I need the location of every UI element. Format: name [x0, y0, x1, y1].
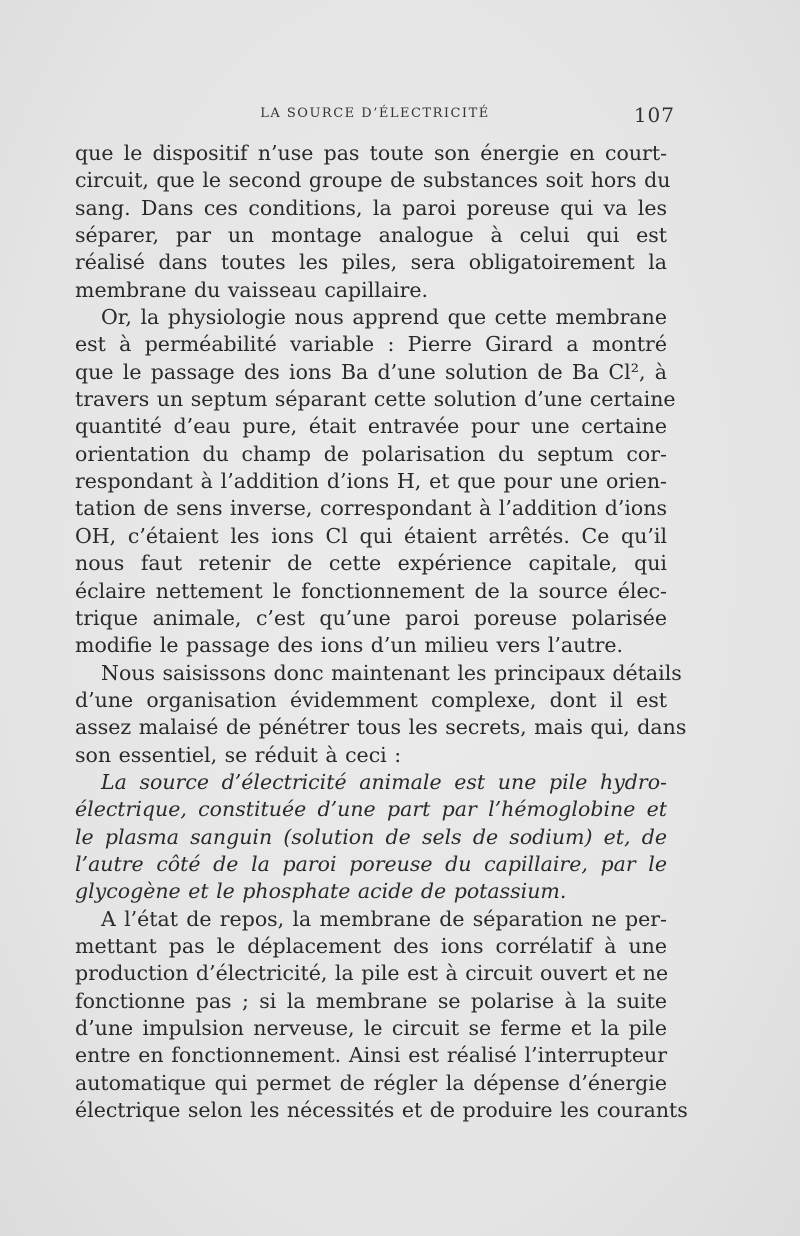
text-line: assez malaisé de pénétrer tous les secrets, mais qui, dans: [75, 715, 687, 740]
text-line: d’une organisation évidemment complexe, dont il est: [75, 687, 667, 712]
text-line: mettant pas le déplacement des ions corrélatif à une: [75, 933, 667, 958]
text-line: son essentiel, se réduit à ceci :: [75, 742, 402, 767]
text-line: entre en fonctionnement. Ainsi est réalisé l’interrupteur: [75, 1043, 667, 1068]
text-line: orientation du champ de polarisation du septum cor-: [75, 441, 667, 466]
text-line: que le passage des ions Ba d’une solution de Ba Cl², à: [75, 359, 667, 384]
text-line: OH, c’étaient les ions Cl qui étaient arrêtés. Ce qu’il: [75, 523, 667, 548]
text-line-italic: glycogène et le phosphate acide de potassium.: [75, 879, 567, 904]
body-text: [75, 140, 688, 1124]
text-line: production d’électricité, la pile est à circuit ouvert et ne: [75, 961, 669, 986]
text-line: réalisé dans toutes les piles, sera obligatoirement la: [75, 250, 667, 275]
text-line: nous faut retenir de cette expérience capitale, qui: [75, 551, 667, 576]
text-line: circuit, que le second groupe de substances soit hors du: [75, 168, 671, 193]
text-line: sang. Dans ces conditions, la paroi poreuse qui va les: [75, 195, 667, 220]
text-line: tation de sens inverse, correspondant à l’addition d’ions: [75, 496, 667, 521]
text-line: électrique selon les nécessités et de produire les courants: [75, 1098, 688, 1123]
text-line: membrane du vaisseau capillaire.: [75, 277, 429, 302]
page-number: 107: [633, 103, 675, 127]
text-line: quantité d’eau pure, était entravée pour une certaine: [75, 414, 667, 439]
text-line-italic: le plasma sanguin (solution de sels de sodium) et, de: [75, 824, 667, 849]
text-line-italic: électrique, constituée d’une part par l’hémoglobine et: [75, 797, 667, 822]
text-line: est à perméabilité variable : Pierre Girard a montré: [75, 332, 667, 357]
text-line: travers un septum séparant cette solution d’une certaine: [75, 387, 676, 412]
text-line: séparer, par un montage analogue à celui qui est: [75, 223, 667, 248]
text-line: trique animale, c’est qu’une paroi poreuse polarisée: [75, 605, 667, 630]
text-line-italic: La source d’électricité animale est une pile hydro-: [101, 769, 667, 794]
text-line: A l’état de repos, la membrane de séparation ne per-: [101, 906, 667, 931]
text-line-italic: l’autre côté de la paroi poreuse du capillaire, par le: [75, 851, 667, 876]
text-line: Nous saisissons donc maintenant les principaux détails: [101, 660, 682, 685]
text-line: fonctionne pas ; si la membrane se polarise à la suite: [75, 988, 667, 1013]
running-head: [75, 103, 675, 130]
text-line: respondant à l’addition d’ions H, et que pour une orien-: [75, 469, 667, 494]
text-line: que le dispositif n’use pas toute son énergie en court-: [75, 141, 667, 165]
text-line: modifie le passage des ions d’un milieu vers l’autre.: [75, 633, 624, 658]
text-line: Or, la physiologie nous apprend que cette membrane: [101, 305, 667, 330]
text-line: éclaire nettement le fonctionnement de la source élec-: [75, 578, 667, 603]
text-line: d’une impulsion nerveuse, le circuit se ferme et la pile: [75, 1016, 667, 1040]
text-line: automatique qui permet de régler la dépense d’énergie: [75, 1070, 667, 1095]
running-title: LA SOURCE D’ÉLECTRICITÉ: [260, 106, 490, 121]
